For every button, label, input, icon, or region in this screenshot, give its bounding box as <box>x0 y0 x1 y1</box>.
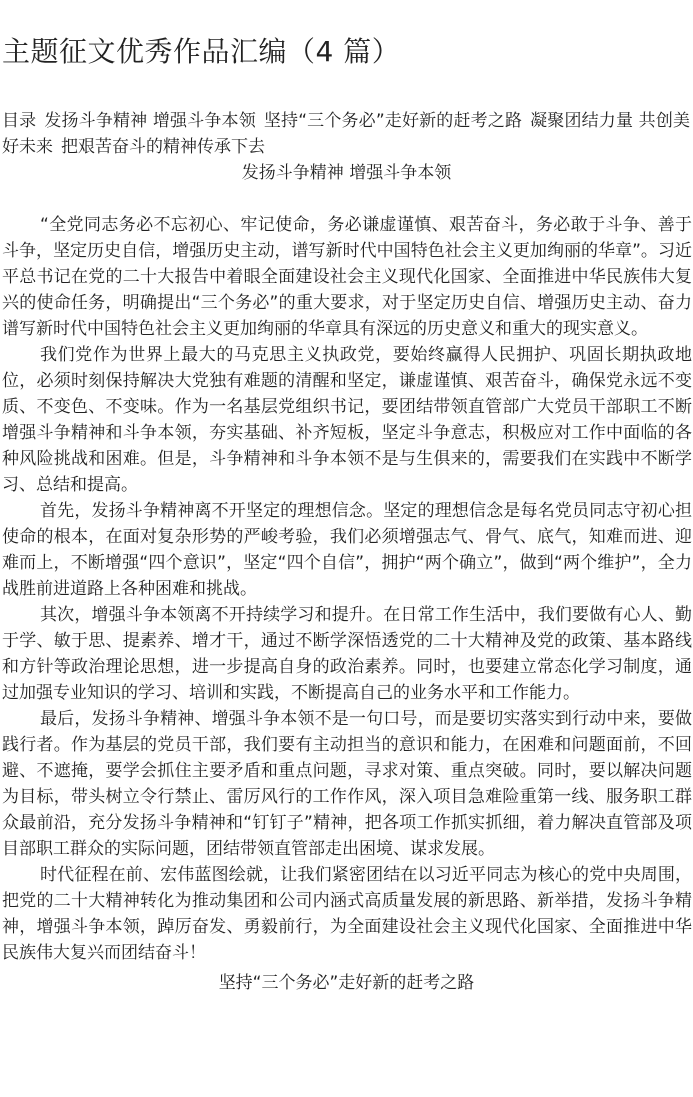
toc-item-2[interactable]: 坚持“三个务必”走好新的赶考之路 <box>263 111 523 131</box>
toc-label: 目录 <box>2 111 37 131</box>
toc-item-1[interactable]: 发扬斗争精神 增强斗争本领 <box>44 111 256 131</box>
article-body <box>2 212 692 966</box>
document-title: 主题征文优秀作品汇编（4 篇） <box>2 35 401 68</box>
section-title: 发扬斗争精神 增强斗争本领 <box>241 163 452 183</box>
paragraph-5: 最后，发扬斗争精神、增强斗争本领不是一句口号，而是要切实落实到行动中来，要做践行者。作为基层的党员干部，我们要有主动担当的意识和能力，在困难和问题面前，不回避、不遮掩，要学会抓住主要矛盾和重点问题，寻求对策、重点突破。同时，要以解决问题为目标，带头树立令行禁止、雷厉风行的工作作风，深入项目急难险重第一线、服务职工群众最前沿，充分发扬斗争精神和“钉钉子”精神，把各项工作抓实抓细，着力解决直管部及项目部职工群众的实际问题，团结带领直管部走出困境、谋求发展。 <box>2 709 692 859</box>
paragraph-4: 其次，增强斗争本领离不开持续学习和提升。在日常工作生活中，我们要做有心人、勤于学、敏于思、提素养、增才干，通过不断学深悟透党的二十大精神及党的政策、基本路线和方针等政治理论思想，进一步提高自身的政治素养。同时，也要建立常态化学习制度，通过加强专业知识的学习、培训和实践，不断提高自己的业务水平和工作能力。 <box>2 605 692 703</box>
paragraph-1: “全党同志务必不忘初心、牢记使命，务必谦虚谨慎、艰苦奋斗，务必敢于斗争、善于斗争，坚定历史自信，增强历史主动，谱写新时代中国特色社会主义更加绚丽的华章”。习近平总书记在党的二十大报告中着眼全面建设社会主义现代化国家、全面推进中华民族伟大复兴的使命任务，明确提出“三个务必”的重大要求，对于坚定历史自信、增强历史主动、奋力谱写新时代中国特色社会主义更加绚丽的华章具有深远的历史意义和重大的现实意义。 <box>2 215 692 339</box>
toc-item-3[interactable]: 凝聚团结力量 共创美好未来 <box>2 111 691 157</box>
paragraph-6: 时代征程在前、宏伟蓝图绘就，让我们紧密团结在以习近平同志为核心的党中央周围，把党的二十大精神转化为推动集团和公司内涵式高质量发展的新思路、新举措，发扬斗争精神，增强斗争本领，踔厉奋发、勇毅前行，为全面建设社会主义现代化国家、全面推进中华民族伟大复兴而团结奋斗！ <box>2 865 692 963</box>
next-section-title: 坚持“三个务必”走好新的赶考之路 <box>218 973 475 993</box>
paragraph-2: 我们党作为世界上最大的马克思主义执政党，要始终赢得人民拥护、巩固长期执政地位，必须时刻保持解决大党独有难题的清醒和坚定，谦虚谨慎、艰苦奋斗，确保党永远不变质、不变色、不变味。作为一名基层党组织书记，要团结带领直管部广大党员干部职工不断增强斗争精神和斗争本领，夯实基础、补齐短板，坚定斗争意志，积极应对工作中面临的各种风险挑战和困难。但是，斗争精神和斗争本领不是与生俱来的，需要我们在实践中不断学习、总结和提高。 <box>2 345 692 495</box>
table-of-contents <box>2 108 690 160</box>
paragraph-3: 首先，发扬斗争精神离不开坚定的理想信念。坚定的理想信念是每名党员同志守初心担使命的根本，在面对复杂形势的严峻考验，我们必须增强志气、骨气、底气，知难而进、迎难而上，不断增强“四个意识”，坚定“四个自信”，拥护“两个确立”，做到“两个维护”，全力战胜前进道路上各种困难和挑战。 <box>2 501 692 599</box>
toc-item-4[interactable]: 把艰苦奋斗的精神传承下去 <box>61 137 265 157</box>
